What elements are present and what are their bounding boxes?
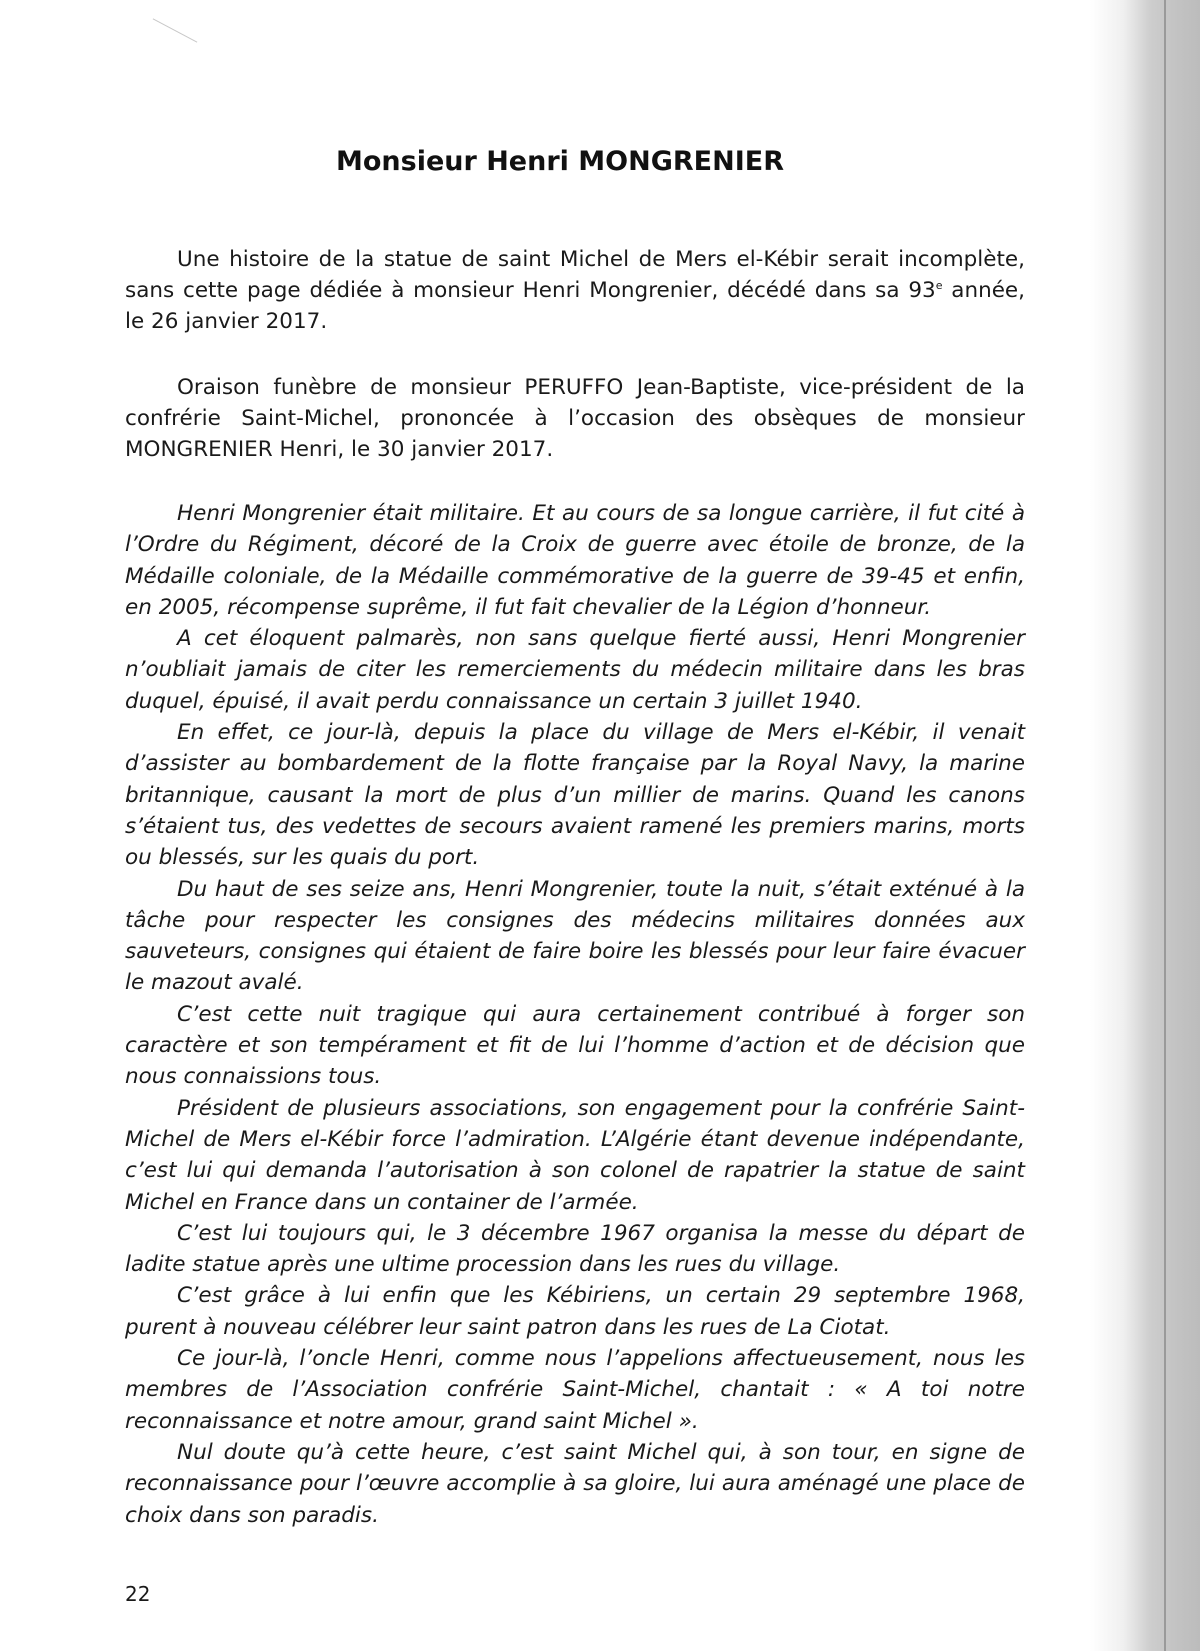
- page-title: Monsieur Henri MONGRENIER: [335, 146, 784, 177]
- intro-text-end: année, le 26 janvier 2017.: [125, 278, 1025, 334]
- eulogy-paragraph: En effet, ce jour-là, depuis la place du village de Mers el-Kébir, il venait d’assister au bombardement de la flotte française par la Royal Navy, la marine britannique, causant la mort de plus d’un millier de marins. Quand les canons s’étaient tus, des vedettes de secours avaient ramené les premiers marins, morts ou blessés, sur les quais du port.: [125, 720, 1025, 871]
- eulogy-paragraph: A cet éloquent palmarès, non sans quelque fierté aussi, Henri Mongrenier n’oubliait jamais de citer les remerciements du médecin militaire dans les bras duquel, épuisé, il avait perdu connaissance un certain 3 juillet 1940.: [125, 626, 1025, 714]
- intro-text: Une histoire de la statue de saint Michel de Mers el-Kébir serait incomplète, sans cette page dédiée à monsieur Henri Mongrenier, décédé dans sa 93: [125, 247, 1025, 303]
- eulogy-paragraph: Henri Mongrenier était militaire. Et au cours de sa longue carrière, il fut cité à l’Ordre du Régiment, décoré de la Croix de guerre avec étoile de bronze, de la Médaille coloniale, de la Médaille commémorative de la guerre de 39-45 et enfin, en 2005, récompense suprême, il fut fait chevalier de la Légion d’honneur.: [125, 501, 1025, 620]
- eulogy-paragraph: C’est lui toujours qui, le 3 décembre 1967 organisa la messe du départ de ladite statue après une ultime procession dans les rues du village.: [125, 1220, 1025, 1278]
- eulogy-paragraph: C’est grâce à lui enfin que les Kébiriens, un certain 29 septembre 1968, purent à nouveau célébrer leur saint patron dans les rues de La Ciotat.: [125, 1283, 1025, 1340]
- eulogy-text: [125, 498, 1025, 1531]
- eulogy-paragraph: Président de plusieurs associations, son engagement pour la confrérie Saint-Michel de Mers el-Kébir force l’admiration. L’Algérie étant devenue indépendante, c’est lui qui demanda l’autorisation à son colonel de rapatrier la statue de saint Michel en France dans un container de l’armée.: [125, 1095, 1025, 1215]
- scan-mark: [153, 18, 198, 42]
- intro-paragraph: [125, 244, 1025, 337]
- page-binding-shadow: [1090, 0, 1200, 1651]
- ordinal-superscript: e: [935, 278, 943, 292]
- eulogy-paragraph: C’est cette nuit tragique qui aura certainement contribué à forger son caractère et son tempérament et fit de lui l’homme d’action et de décision que nous connaissions tous.: [125, 1001, 1025, 1090]
- eulogy-paragraph: Du haut de ses seize ans, Henri Mongrenier, toute la nuit, s’était exténué à la tâche pour respecter les consignes des médecins militaires données aux sauveteurs, consignes qui étaient de faire boire les blessés pour leur faire évacuer le mazout avalé.: [125, 876, 1025, 996]
- page-binding-line: [1164, 0, 1166, 1651]
- eulogy-attribution: Oraison funèbre de monsieur PERUFFO Jean-Baptiste, vice-président de la confrérie Saint-Michel, prononcée à l’occasion des obsèques de monsieur MONGRENIER Henri, le 30 janvier 2017.: [125, 375, 1025, 462]
- page-number: 22: [125, 1582, 151, 1606]
- eulogy-paragraph: Ce jour-là, l’oncle Henri, comme nous l’appelions affectueusement, nous les membres de l’Association confrérie Saint-Michel, chantait : « A toi notre reconnaissance et notre amour, grand saint Michel ».: [125, 1346, 1025, 1434]
- eulogy-paragraph: Nul doute qu’à cette heure, c’est saint Michel qui, à son tour, en signe de reconnaissance pour l’œuvre accomplie à sa gloire, lui aura aménagé une place de choix dans son paradis.: [125, 1439, 1025, 1528]
